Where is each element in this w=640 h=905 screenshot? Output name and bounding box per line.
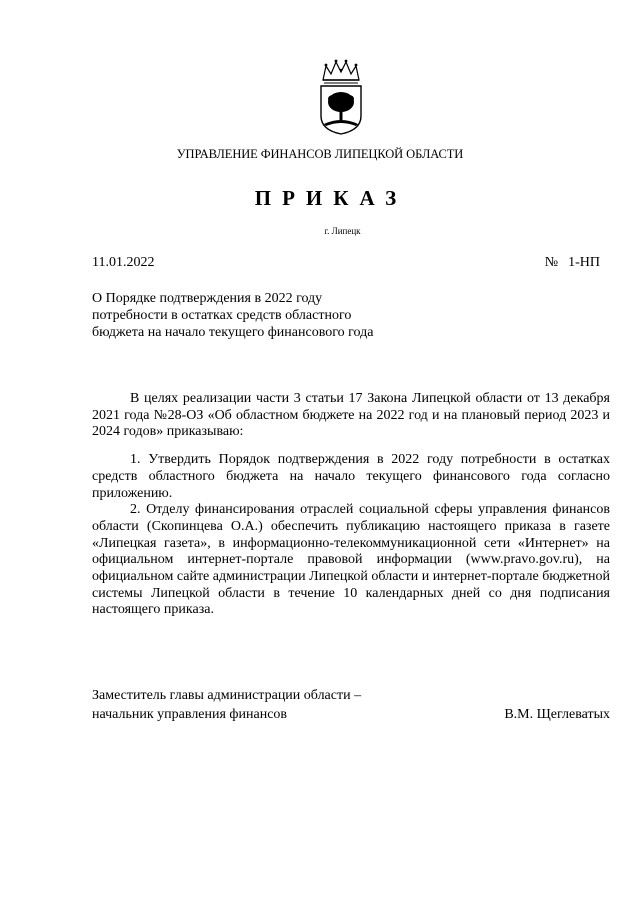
order-body xyxy=(92,391,610,619)
order-subject: О Порядке подтверждения в 2022 году потребности в остатках средств областного бюджета на начало текущего финансового года xyxy=(92,291,374,340)
document-title: ПРИКАЗ xyxy=(254,186,408,210)
item-2-paragraph: 2. Отделу финансирования отраслей социальной сферы управления финансов области (Скопинцева О.А.) обеспечить публикацию настоящего приказа в газете «Липецкая газета», в информационно-телекоммуникационной сети «Интернет» на официальном интернет-портале правовой информации (www.pravo.gov.ru), на официальном сайте администрации Липецкой области и интернет-портале бюджетной системы Липецкой области в течение 10 календарных дней со дня подписания настоящего приказа. xyxy=(92,502,610,618)
organization-name: УПРАВЛЕНИЕ ФИНАНСОВ ЛИПЕЦКОЙ ОБЛАСТИ xyxy=(176,147,464,161)
item-1-paragraph: 1. Утвердить Порядок подтверждения в 2022 году потребности в остатках средств областного бюджета на начало текущего финансового года согласно приложению. xyxy=(92,452,610,501)
coat-of-arms-emblem xyxy=(316,58,366,136)
signer-position-line2: начальник управления финансов xyxy=(92,707,288,722)
signer-position-line1: Заместитель главы администрации области – xyxy=(92,688,362,703)
signature-row xyxy=(92,705,610,724)
signer-name: В.М. Щеглеватых xyxy=(504,707,610,722)
signature-block xyxy=(92,686,610,724)
number-sign: № xyxy=(544,255,559,270)
city-name: г. Липецк xyxy=(324,226,361,236)
number-value: 1-НП xyxy=(568,255,600,270)
order-date: 11.01.2022 xyxy=(92,255,155,270)
order-number xyxy=(545,255,600,271)
preamble-paragraph: В целях реализации части 3 статьи 17 Закона Липецкой области от 13 декабря 2021 года №28-ОЗ «Об областном бюджете на 2022 год и на плановый период 2023 и 2024 годов» приказываю: xyxy=(92,391,610,440)
